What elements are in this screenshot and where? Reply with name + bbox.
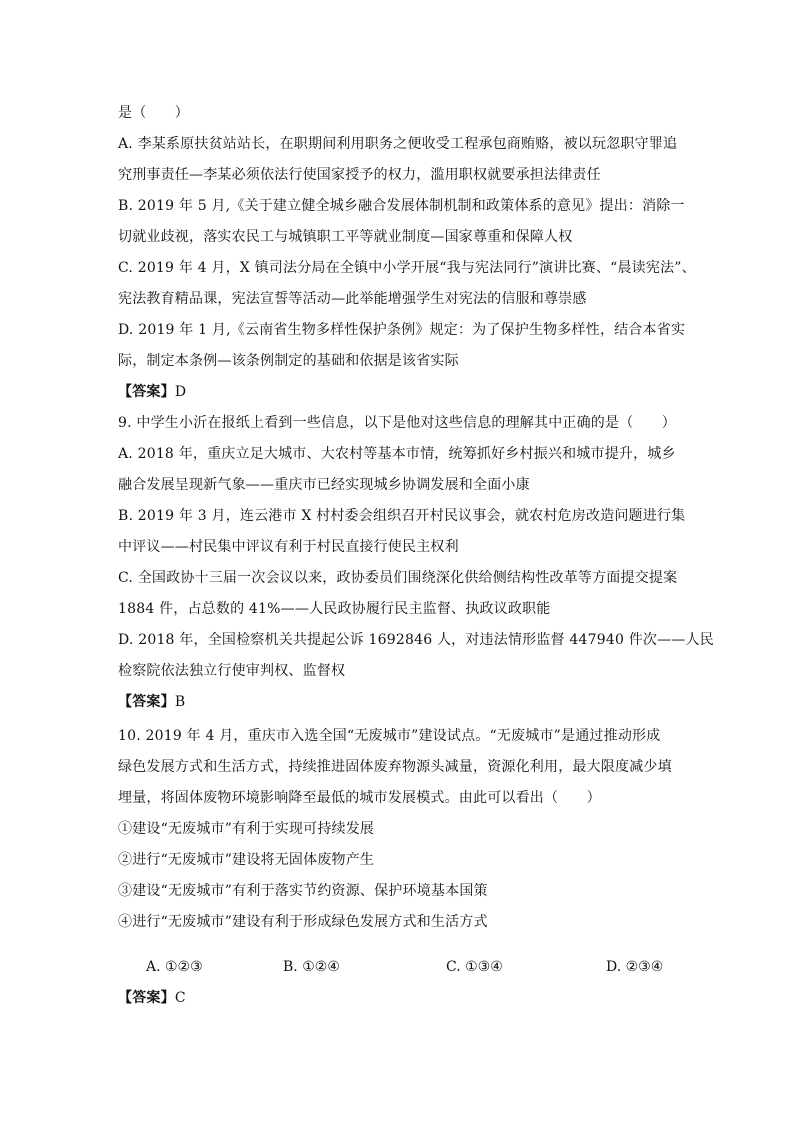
q8-option-d-line1: D. 2019 年 1 月,《云南省生物多样性保护条例》规定：为了保护生物多样性，结合本省实	[118, 322, 686, 338]
q8-option-c-line1: C. 2019 年 4 月，X 镇司法分局在全镇中小学开展“我与宪法同行”演讲比赛、“晨读宪法”、	[118, 260, 696, 276]
q10-choice-b: B. ①②④	[283, 959, 340, 975]
q9-option-a-line1: A. 2018 年，重庆立足大城市、大农村等基本市情，统筹抓好乡村振兴和城市提升，城乡	[118, 446, 676, 462]
q8-option-a-line1: A. 李某系原扶贫站站长，在职期间利用职务之便收受工程承包商贿赂，被以玩忽职守罪追	[118, 136, 678, 152]
answer-value: B	[174, 694, 186, 710]
answer-value: D	[174, 384, 187, 400]
q9-stem: 9. 中学生小沂在报纸上看到一些信息，以下是他对这些信息的理解其中正确的是（ ）	[118, 415, 677, 431]
q10-item-3: ③建设“无废城市”有利于落实节约资源、保护环境基本国策	[118, 883, 488, 899]
q8-answer	[118, 382, 186, 402]
q9-option-d-line2: 检察院依法独立行使审判权、监督权	[118, 663, 346, 679]
answer-label: 【答案】	[118, 694, 175, 710]
q8-stem-tail: 是（ ）	[118, 105, 189, 121]
q8-option-a-line2: 究刑事责任—李某必须依法行使国家授予的权力，滥用职权就要承担法律责任	[118, 167, 601, 183]
q9-option-b-line2: 中评议——村民集中评议有利于村民直接行使民主权利	[118, 539, 459, 555]
q10-choice-a: A. ①②③	[146, 959, 203, 975]
q9-answer	[118, 692, 185, 712]
q9-option-c-line2: 1884 件，占总数的 41%——人民政协履行民主监督、执政议政职能	[118, 601, 551, 617]
q10-choice-d: D. ②③④	[606, 959, 664, 975]
q9-option-b-line1: B. 2019 年 3 月，连云港市 X 村村委会组织召开村民议事会，就农村危房改造问题进行集	[118, 508, 686, 524]
q10-answer	[118, 988, 186, 1008]
q10-stem-line2: 绿色发展方式和生活方式，持续推进固体废弃物源头减量，资源化利用，最大限度减少填	[118, 759, 672, 775]
q8-option-d-line2: 际，制定本条例—该条例制定的基础和依据是该省实际	[118, 353, 459, 369]
answer-value: C	[174, 990, 186, 1006]
q8-option-b-line2: 切就业歧视，落实农民工与城镇职工平等就业制度—国家尊重和保障人权	[118, 229, 573, 245]
q10-choice-c: C. ①③④	[446, 959, 503, 975]
q9-option-a-line2: 融合发展呈现新气象——重庆市已经实现城乡协调发展和全面小康	[118, 477, 530, 493]
answer-label: 【答案】	[118, 384, 175, 400]
q9-option-d-line1: D. 2018 年，全国检察机关共提起公诉 1692846 人，对违法情形监督 447940 件次——人民	[118, 632, 714, 648]
q10-item-1: ①建设“无废城市”有利于实现可持续发展	[118, 821, 375, 837]
q10-stem-line1: 10. 2019 年 4 月，重庆市入选全国“无废城市”建设试点。“无废城市”是通过推动形成	[118, 728, 661, 744]
q9-option-c-line1: C. 全国政协十三届一次会议以来，政协委员们围绕深化供给侧结构性改革等方面提交提案	[118, 570, 678, 586]
q10-item-2: ②进行“无废城市”建设将无固体废物产生	[118, 852, 375, 868]
q10-item-4: ④进行“无废城市”建设有利于形成绿色发展方式和生活方式	[118, 914, 488, 930]
answer-label: 【答案】	[118, 990, 175, 1006]
q8-option-b-line1: B. 2019 年 5 月,《关于建立健全城乡融合发展体制机制和政策体系的意见》提出：消除一	[118, 198, 685, 214]
q8-option-c-line2: 宪法教育精品课，宪法宣誓等活动—此举能增强学生对宪法的信服和尊崇感	[118, 291, 587, 307]
q10-stem-line3: 埋量，将固体废物环境影响降至最低的城市发展模式。由此可以看出（ ）	[118, 790, 601, 806]
